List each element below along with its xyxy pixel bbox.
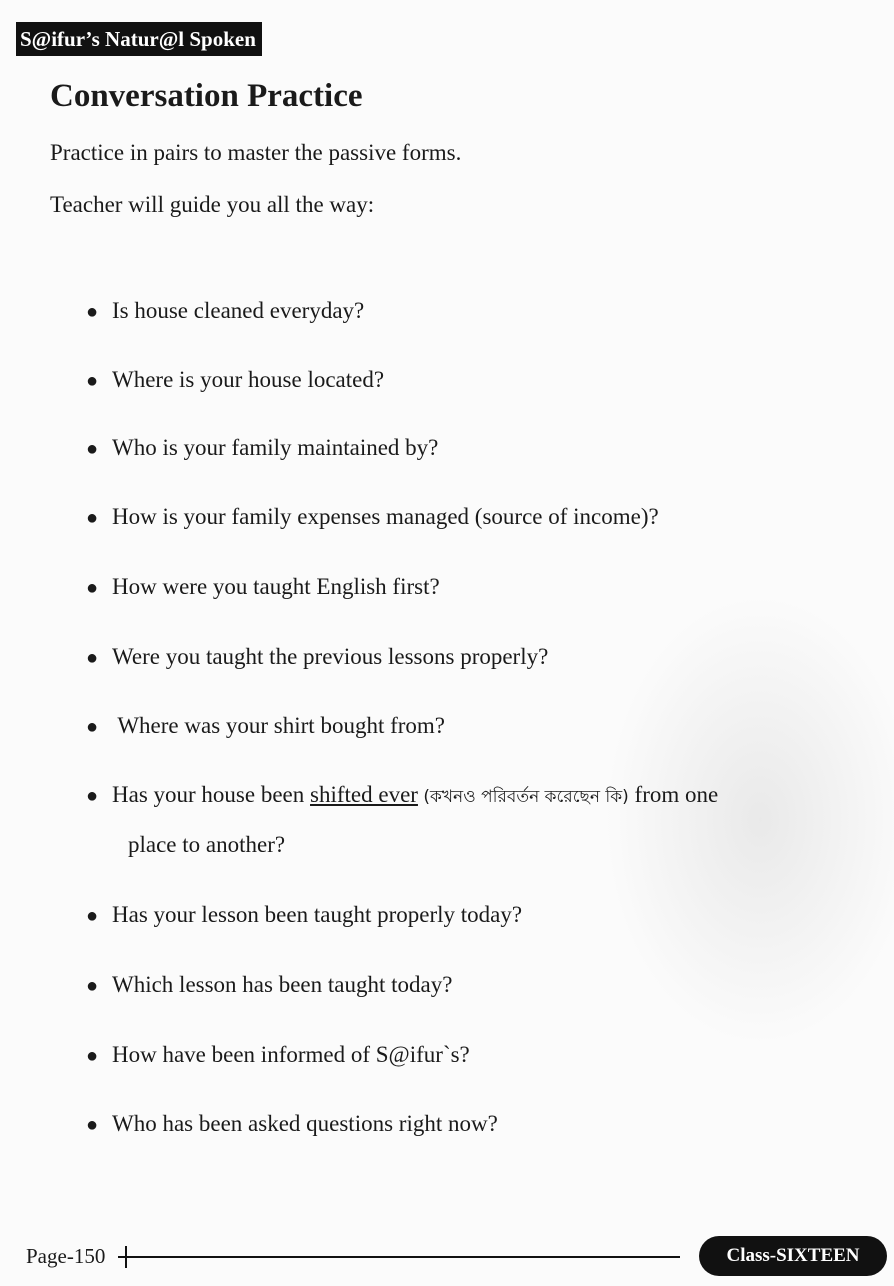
bullet-icon: ● — [86, 438, 99, 460]
footer-rule — [118, 1256, 680, 1258]
bengali-gloss: (কখনও পরিবর্তন করেছেন কি) — [417, 787, 629, 807]
page-title: Conversation Practice — [50, 78, 363, 114]
question-continuation: place to another? — [128, 832, 286, 857]
bullet-icon: ● — [86, 1114, 99, 1136]
question-text: Has your lesson been taught properly today? — [112, 902, 523, 927]
question-item — [86, 1109, 498, 1140]
bullet-icon: ● — [86, 785, 99, 807]
question-text: How have been informed of S@ifur`s? — [112, 1042, 470, 1067]
question-text: How is your family expenses managed (source of income)? — [112, 504, 659, 529]
class-badge: Class-SIXTEEN — [699, 1236, 887, 1276]
question-item — [86, 502, 659, 533]
intro-line-1: Practice in pairs to master the passive forms. — [50, 140, 462, 165]
question-text-start: Has your house been — [112, 782, 311, 807]
bullet-icon: ● — [86, 905, 99, 927]
question-text: Were you taught the previous lessons properly? — [112, 644, 549, 669]
question-text-end: from one — [628, 782, 719, 807]
brand-label: S@ifur’s Natur@l Spoken — [16, 22, 262, 56]
question-item — [86, 296, 364, 327]
question-text: Where is your house located? — [112, 367, 385, 392]
question-item — [86, 780, 719, 857]
underlined-phrase: shifted ever — [310, 782, 418, 807]
question-item — [86, 970, 452, 1001]
page-number: Page-150 — [26, 1244, 106, 1268]
question-text: Is house cleaned everyday? — [112, 298, 365, 323]
question-item — [86, 1040, 470, 1071]
question-text: Who is your family maintained by? — [112, 435, 439, 460]
question-text: Which lesson has been taught today? — [112, 972, 453, 997]
question-text: How were you taught English first? — [112, 574, 440, 599]
question-text: Who has been asked questions right now? — [112, 1111, 498, 1136]
bullet-icon: ● — [86, 577, 99, 599]
bullet-icon: ● — [86, 507, 99, 529]
question-item — [86, 642, 548, 673]
bullet-icon: ● — [86, 1045, 99, 1067]
question-text: Where was your shirt bought from? — [117, 713, 446, 738]
bullet-icon: ● — [86, 647, 99, 669]
question-item — [86, 711, 445, 742]
question-item — [86, 433, 438, 464]
bullet-icon: ● — [86, 975, 99, 997]
question-item — [86, 365, 384, 396]
question-item — [86, 900, 522, 931]
intro-line-2: Teacher will guide you all the way: — [50, 192, 375, 217]
bullet-icon: ● — [86, 370, 99, 392]
bullet-icon: ● — [86, 716, 99, 738]
bullet-icon: ● — [86, 301, 99, 323]
question-item — [86, 572, 440, 603]
